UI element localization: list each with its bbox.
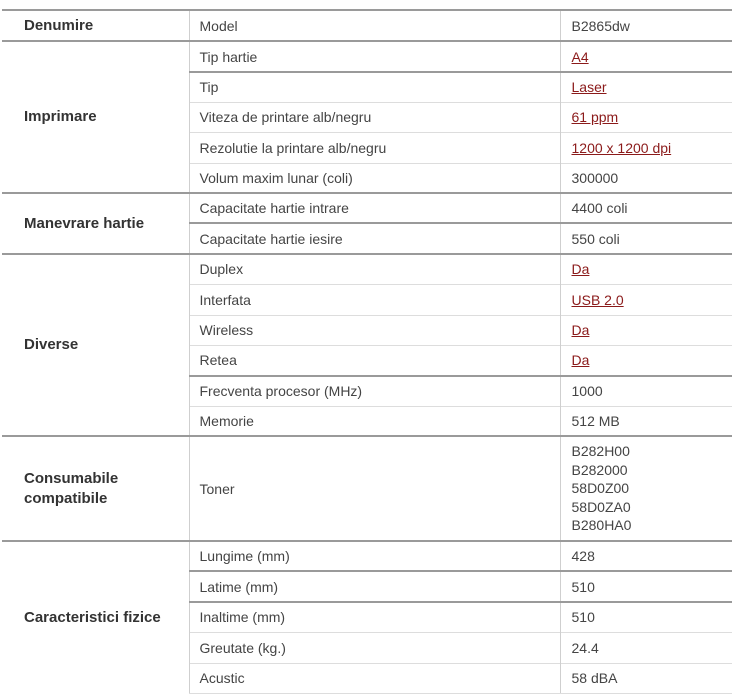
attr-label: Memorie — [189, 406, 560, 436]
attr-value: 550 coli — [560, 223, 732, 254]
toner-code: B280HA0 — [571, 517, 632, 534]
attr-label: Volum maxim lunar (coli) — [189, 163, 560, 193]
attr-label: Model — [189, 10, 560, 41]
attr-value — [560, 254, 732, 284]
attr-label: Acustic — [189, 663, 560, 693]
value-link[interactable]: Laser — [571, 79, 607, 96]
attr-value-list — [560, 436, 732, 541]
attr-label: Greutate (kg.) — [189, 632, 560, 663]
category-consumabile-compatibile: Consumabile compatibile — [2, 436, 189, 541]
attr-value — [560, 315, 732, 345]
attr-value — [560, 345, 732, 376]
attr-label: Retea — [189, 345, 560, 376]
table-row — [2, 41, 732, 72]
toner-code: 58D0Z00 — [571, 480, 630, 497]
attr-value: 24.4 — [560, 632, 732, 663]
attr-label: Duplex — [189, 254, 560, 284]
attr-value — [560, 41, 732, 72]
table-row — [2, 193, 732, 223]
attr-label: Capacitate hartie iesire — [189, 223, 560, 254]
attr-value: 510 — [560, 571, 732, 602]
attr-value: 1000 — [560, 376, 732, 406]
toner-code: B282000 — [571, 461, 628, 478]
attr-label: Frecventa procesor (MHz) — [189, 376, 560, 406]
table-row — [2, 254, 732, 284]
attr-value: B2865dw — [560, 10, 732, 41]
attr-label: Inaltime (mm) — [189, 602, 560, 632]
spec-table — [2, 9, 732, 694]
attr-label: Tip hartie — [189, 41, 560, 72]
category-caracteristici-fizice: Caracteristici fizice — [2, 541, 189, 693]
attr-value — [560, 72, 732, 102]
table-row — [2, 436, 732, 541]
value-link[interactable]: 1200 x 1200 dpi — [571, 139, 672, 156]
attr-label: Toner — [189, 436, 560, 541]
value-link[interactable]: A4 — [571, 48, 589, 65]
attr-label: Interfata — [189, 284, 560, 315]
category-manevrare-hartie: Manevrare hartie — [2, 193, 189, 254]
value-link[interactable]: USB 2.0 — [571, 291, 624, 308]
value-link[interactable]: Da — [571, 352, 590, 369]
attr-value: 300000 — [560, 163, 732, 193]
category-imprimare: Imprimare — [2, 41, 189, 193]
toner-code: B282H00 — [571, 443, 630, 460]
attr-label: Rezolutie la printare alb/negru — [189, 132, 560, 163]
attr-value: 512 MB — [560, 406, 732, 436]
category-diverse: Diverse — [2, 254, 189, 436]
table-row — [2, 10, 732, 41]
attr-value — [560, 132, 732, 163]
value-link[interactable]: Da — [571, 322, 590, 338]
attr-label: Tip — [189, 72, 560, 102]
attr-label: Capacitate hartie intrare — [189, 193, 560, 223]
toner-code: 58D0ZA0 — [571, 498, 631, 515]
attr-value — [560, 102, 732, 132]
attr-label: Viteza de printare alb/negru — [189, 102, 560, 132]
attr-label: Wireless — [189, 315, 560, 345]
attr-label: Latime (mm) — [189, 571, 560, 602]
table-row — [2, 541, 732, 571]
category-denumire: Denumire — [2, 10, 189, 41]
attr-label: Lungime (mm) — [189, 541, 560, 571]
attr-value: 428 — [560, 541, 732, 571]
attr-value — [560, 284, 732, 315]
value-link[interactable]: 61 ppm — [571, 109, 619, 125]
value-link[interactable]: Da — [571, 261, 590, 278]
attr-value: 4400 coli — [560, 193, 732, 223]
attr-value: 510 — [560, 602, 732, 632]
attr-value: 58 dBA — [560, 663, 732, 693]
